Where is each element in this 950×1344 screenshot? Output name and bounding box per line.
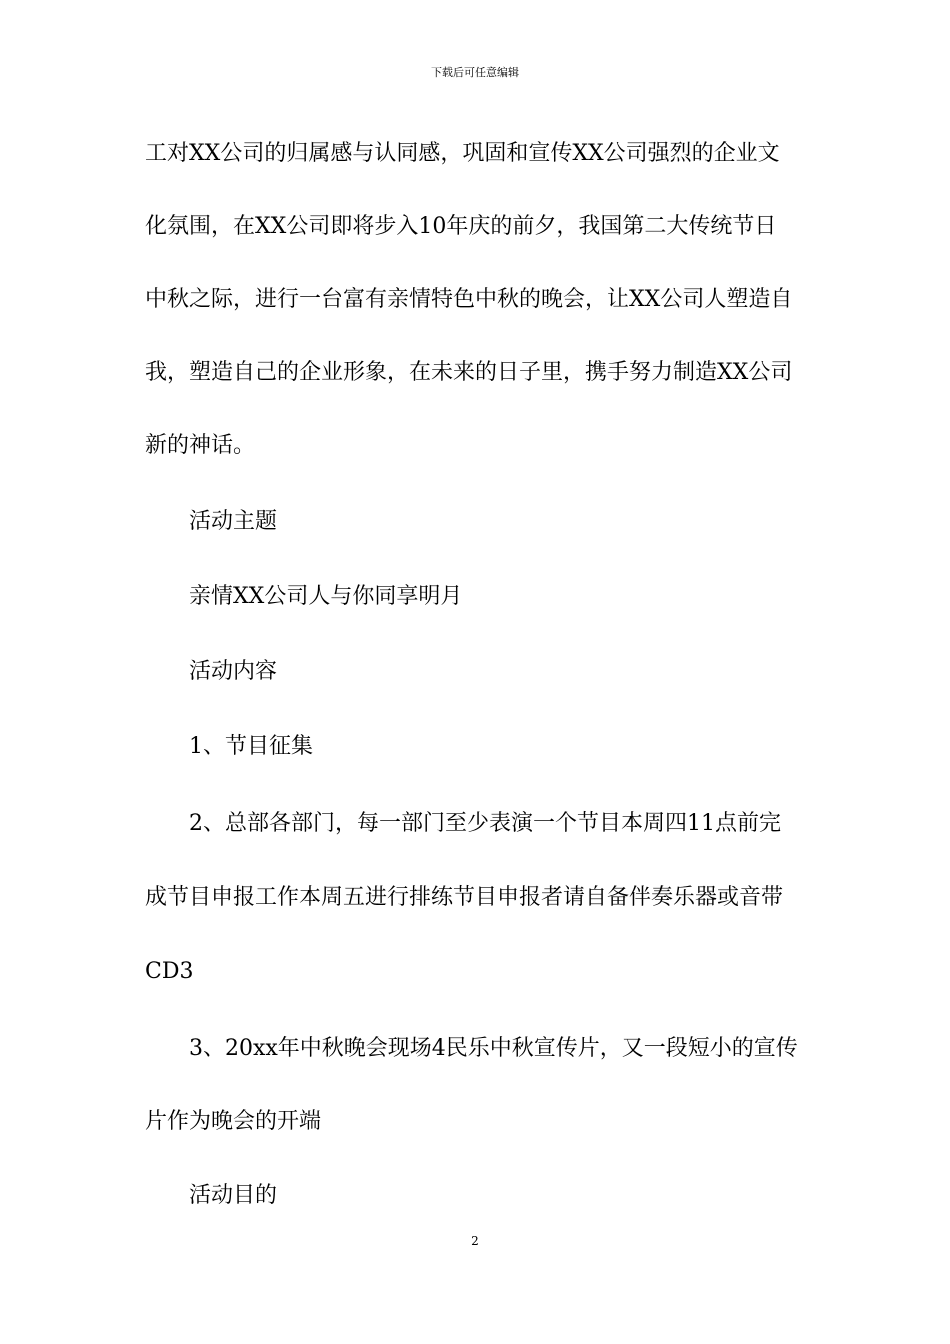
page-number: 2 xyxy=(471,1234,479,1248)
section-heading-theme: 活动主题 xyxy=(189,509,278,534)
list-item: 2、总部各部门，每一部门至少表演一个节目本周四11点前完 xyxy=(189,811,781,836)
paragraph-line: 成节目申报工作本周五进行排练节目申报者请自备伴奏乐器或音带 xyxy=(145,885,784,910)
paragraph-line: 工对XX公司的归属感与认同感，巩固和宣传XX公司强烈的企业文 xyxy=(145,141,780,166)
list-item: 1、节目征集 xyxy=(189,734,313,759)
paragraph-line: CD3 xyxy=(145,959,194,984)
paragraph-line: 亲情XX公司人与你同享明月 xyxy=(189,584,463,609)
section-heading-content: 活动内容 xyxy=(189,659,278,684)
page-header: 下载后可任意编辑 xyxy=(431,66,519,79)
section-heading-purpose: 活动目的 xyxy=(189,1183,278,1208)
paragraph-line: 新的神话。 xyxy=(145,433,256,458)
list-item: 3、20xx年中秋晚会现场4民乐中秋宣传片，又一段短小的宣传 xyxy=(189,1036,798,1061)
paragraph-line: 我，塑造自己的企业形象，在未来的日子里，携手努力制造XX公司 xyxy=(145,360,793,385)
paragraph-line: 中秋之际，进行一台富有亲情特色中秋的晚会，让XX公司人塑造自 xyxy=(145,287,793,312)
paragraph-line: 化氛围，在XX公司即将步入10年庆的前夕，我国第二大传统节日 xyxy=(145,214,777,239)
paragraph-line: 片作为晚会的开端 xyxy=(145,1109,322,1134)
